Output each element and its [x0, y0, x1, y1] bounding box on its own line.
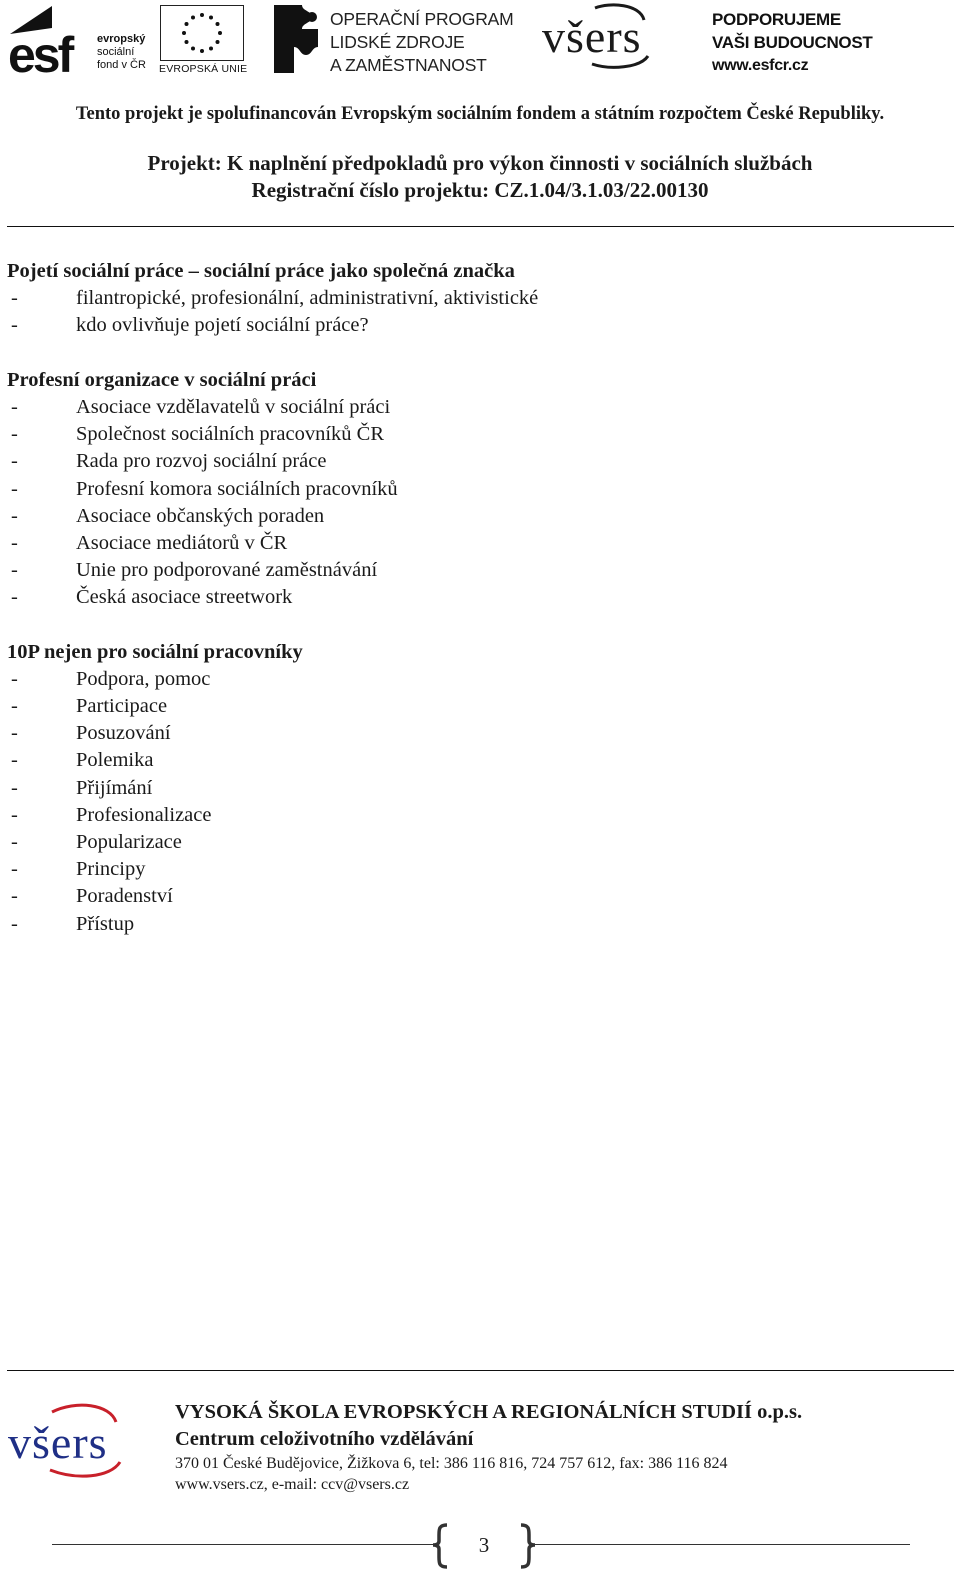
list-item-text: kdo ovlivňuje pojetí sociální práce? — [76, 314, 369, 337]
section-gap — [7, 340, 947, 367]
list-item-text: Poradenství — [76, 885, 173, 908]
list-item-text: Polemika — [76, 749, 154, 772]
list-item — [7, 911, 947, 938]
footer-address: 370 01 České Budějovice, Žižkova 6, tel: 386 116 816, 724 757 612, fax: 386 116 824 — [175, 1455, 728, 1472]
page-number-line-left — [52, 1544, 437, 1545]
header-divider — [7, 226, 954, 227]
list-bullet: - — [11, 667, 18, 690]
eu-flag-icon — [160, 5, 244, 61]
vsers-footer-logo-icon — [6, 1400, 156, 1482]
cofinance-note: Tento projekt je spolufinancován Evropským sociálním fondem a státním rozpočtem České Republiky. — [75, 104, 885, 124]
list-bullet: - — [11, 803, 18, 826]
list-item — [7, 775, 947, 802]
op-lzz-puzzle-icon — [272, 3, 322, 75]
list-item-text: Asociace občanských poraden — [76, 504, 325, 527]
list-item-text: Přístup — [76, 912, 135, 935]
list-item — [7, 856, 947, 883]
list-item — [7, 747, 947, 774]
list-item-text: Asociace mediátorů v ČR — [76, 531, 288, 554]
list-bullet: - — [11, 912, 18, 935]
list-bullet: - — [11, 695, 18, 717]
list-bullet: - — [11, 314, 18, 337]
list-item — [7, 666, 947, 693]
vsers-logo-icon — [540, 2, 690, 70]
list-bullet: - — [11, 749, 18, 772]
list-item-text: Participace — [76, 695, 168, 717]
list-bullet: - — [11, 586, 18, 609]
op-lzz-line3: A ZAMĚSTNANOST — [330, 55, 487, 75]
footer-divider — [7, 1370, 954, 1371]
list-bullet: - — [11, 885, 18, 908]
document-body — [7, 258, 947, 938]
section-heading: Profesní organizace v sociální práci — [7, 368, 317, 391]
list-bullet: - — [11, 395, 18, 418]
op-lzz-line2: LIDSKÉ ZDROJE — [330, 32, 465, 52]
section-gap — [7, 611, 947, 638]
list-item — [7, 476, 947, 503]
list-bullet: - — [11, 477, 18, 500]
support-slogan — [712, 8, 872, 77]
list-item — [7, 285, 947, 312]
list-bullet: - — [11, 504, 18, 527]
list-item-text: Česká asociace streetwork — [76, 586, 293, 609]
esf-caption-line3: fond v ČR — [97, 59, 146, 71]
page-number: 3 — [478, 1533, 490, 1557]
list-item-text: filantropické, profesionální, administrativní, aktivistické — [76, 287, 539, 310]
list-item-text: Společnost sociálních pracovníků ČR — [76, 423, 385, 446]
section-heading: Pojetí sociální práce – sociální práce jako společná značka — [7, 260, 515, 282]
list-bullet: - — [11, 858, 18, 881]
list-bullet: - — [11, 722, 18, 745]
list-item — [7, 802, 947, 829]
list-item-text: Asociace vzdělavatelů v sociální práci — [76, 395, 391, 418]
list-item-text: Principy — [76, 858, 146, 881]
list-item — [7, 829, 947, 856]
esf-logo-icon — [8, 4, 96, 76]
list-bullet: - — [11, 776, 18, 799]
footer-school-name: VYSOKÁ ŠKOLA EVROPSKÝCH A REGIONÁLNÍCH STUDIÍ o.p.s. — [175, 1401, 803, 1423]
list-item-text: Podpora, pomoc — [76, 667, 211, 690]
footer-center-name: Centrum celoživotního vzdělávání — [175, 1428, 474, 1450]
list-bullet: - — [11, 830, 18, 853]
list-item-text: Profesionalizace — [76, 803, 212, 826]
support-url[interactable]: www.esfcr.cz — [712, 57, 809, 74]
project-title: Projekt: K naplnění předpokladů pro výkon činnosti v sociálních službách — [147, 151, 813, 175]
list-item — [7, 584, 947, 611]
list-item — [7, 557, 947, 584]
esf-caption-line1: evropský — [97, 33, 146, 45]
list-bullet: - — [11, 450, 18, 473]
logo-band — [0, 0, 960, 84]
list-item — [7, 883, 947, 910]
list-item — [7, 530, 947, 557]
list-item-text: Rada pro rozvoj sociální práce — [76, 450, 327, 473]
list-item-text: Přijímání — [76, 776, 153, 799]
list-item — [7, 693, 947, 720]
list-item — [7, 448, 947, 475]
support-line2: VAŠI BUDOUCNOST — [712, 33, 873, 52]
project-registration: Registrační číslo projektu: CZ.1.04/3.1.03/22.00130 — [251, 178, 709, 202]
list-bullet: - — [11, 423, 18, 446]
list-bullet: - — [11, 287, 18, 310]
list-item-text: Unie pro podporované zaměstnávání — [76, 559, 378, 582]
list-item — [7, 720, 947, 747]
list-item — [7, 394, 947, 421]
list-bullet: - — [11, 559, 18, 582]
list-bullet: - — [11, 531, 18, 554]
list-item — [7, 421, 947, 448]
op-lzz-text — [330, 8, 514, 77]
page-number-line-right — [532, 1544, 910, 1545]
support-line1: PODPORUJEME — [712, 10, 841, 29]
list-item — [7, 312, 947, 339]
footer-web-email[interactable]: www.vsers.cz, e-mail: ccv@vsers.cz — [175, 1476, 410, 1493]
vsers-footer-logo-text: všers — [8, 1417, 108, 1468]
eu-label: EVROPSKÁ UNIE — [159, 63, 248, 75]
list-item-text: Popularizace — [76, 830, 182, 853]
esf-caption-line2: sociální — [97, 46, 135, 58]
list-item — [7, 503, 947, 530]
esf-logo-caption — [97, 33, 146, 72]
list-item-text: Posuzování — [76, 722, 171, 745]
section-heading: 10P nejen pro sociální pracovníky — [7, 640, 303, 663]
esf-logo-text: esf — [8, 27, 72, 76]
op-lzz-line1: OPERAČNÍ PROGRAM — [330, 9, 514, 29]
list-item-text: Profesní komora sociálních pracovníků — [76, 477, 398, 500]
vsers-logo-text: všers — [542, 11, 642, 62]
